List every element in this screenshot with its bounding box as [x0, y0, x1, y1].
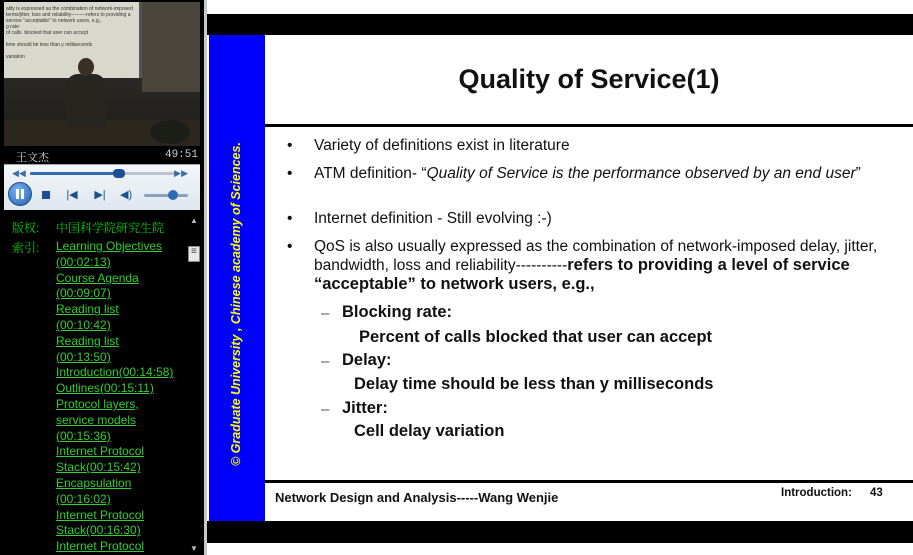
presenter-name: 王文杰	[16, 152, 49, 164]
volume-thumb[interactable]	[168, 190, 178, 200]
index-entry[interactable]: Stack(00:15:42)	[56, 460, 141, 475]
stop-icon	[42, 191, 50, 199]
lecture-video[interactable]	[4, 2, 200, 146]
player-controls	[4, 164, 200, 210]
slide-top-bar	[207, 14, 913, 35]
sub-item-jitter: Jitter:	[342, 399, 388, 417]
bullet-2	[314, 165, 894, 183]
video-blackboard: ality is expressed as the combination of network-imposed terms/jitter, loss and reliability---------refers to providing a service "acceptable" to network users, e.g., g rate: of calls blocked that user can accept time should be less than y milliseconds variation	[4, 2, 142, 78]
copyright-label: 版权:	[12, 221, 40, 235]
slide-side-text: © Graduate University , Chinese academy of Sciences.	[229, 142, 243, 466]
sub-item-delay-detail: Delay time should be less than y milliseconds	[354, 375, 714, 393]
bullet-4	[314, 238, 894, 294]
sub-item-delay: Delay:	[342, 351, 392, 369]
index-entry[interactable]: (00:02:13)	[56, 254, 111, 269]
pause-button[interactable]	[8, 182, 32, 206]
dash-icon: –	[321, 353, 330, 370]
index-entry[interactable]: Internet Protocol	[56, 539, 145, 554]
fast-forward-icon[interactable]: ▶▶	[174, 168, 188, 178]
index-entry[interactable]: Internet Protocol	[56, 507, 145, 522]
volume-slider[interactable]	[144, 194, 188, 197]
lecturer-head	[78, 58, 94, 76]
index-entry[interactable]: Encapsulation	[56, 475, 132, 490]
volume-button[interactable]	[120, 189, 132, 201]
next-track-icon: ▶|	[94, 189, 106, 201]
index-label: 索引:	[12, 241, 40, 255]
index-entry[interactable]: (00:15:36)	[56, 428, 111, 443]
speaker-icon: ◀)	[120, 189, 133, 201]
index-entry[interactable]: (00:10:42)	[56, 317, 111, 332]
index-entry[interactable]: Protocol layers,	[56, 396, 139, 411]
index-entry[interactable]: service models	[56, 412, 137, 427]
bullet-icon: •	[287, 238, 293, 255]
dash-icon: –	[321, 401, 330, 418]
index-list	[56, 239, 182, 555]
scroll-thumb[interactable]	[188, 246, 200, 262]
sub-item-blocking-detail: Percent of calls blocked that user can accept	[359, 328, 713, 346]
next-track-button[interactable]	[94, 189, 106, 201]
bullet-4-bold: refers to providing a level of service “acceptable” to network users, e.g.,	[314, 256, 850, 293]
index-entry[interactable]: Internet Protocol	[56, 444, 145, 459]
bullet-2-quote: Quality of Service is the performance observed by an end user	[426, 165, 856, 182]
bullet-1: Variety of definitions exist in literature	[314, 137, 570, 154]
index-entry[interactable]: Outlines(00:15:11)	[56, 381, 154, 396]
seek-thumb[interactable]	[113, 169, 125, 178]
bullet-4-plain: QoS is also usually expressed as the combination of network-imposed delay, jitter, bandwidth, loss and reliability----------	[314, 238, 878, 274]
index-entry[interactable]: Reading list	[56, 302, 119, 317]
slide-bottom-bar	[207, 521, 913, 543]
index-entry[interactable]: (00:09:07)	[56, 286, 111, 301]
index-entry[interactable]: Stack(00:16:30)	[56, 523, 141, 538]
scroll-down-icon[interactable]: ▼	[190, 544, 198, 553]
slide-area	[207, 0, 913, 555]
slide-page-number: 43	[870, 487, 883, 499]
index-panel	[4, 212, 200, 555]
index-entry[interactable]: (00:16:02)	[56, 491, 111, 506]
seek-progress	[30, 172, 119, 175]
slide-footer-course: Network Design and Analysis-----Wang Wenjie	[275, 490, 559, 505]
stop-button[interactable]	[40, 189, 52, 201]
sub-item-blocking-rate: Blocking rate:	[342, 303, 453, 321]
previous-track-button[interactable]	[66, 189, 78, 201]
index-entry[interactable]: Introduction(00:14:58)	[56, 365, 174, 380]
title-rule	[265, 124, 913, 127]
rewind-icon[interactable]: ◀◀	[12, 168, 26, 178]
seek-bar[interactable]	[30, 172, 178, 175]
footer-rule	[265, 480, 913, 483]
video-caption-bar	[4, 146, 200, 164]
index-entry[interactable]: Learning Objectives	[56, 239, 163, 253]
player-panel	[0, 0, 204, 555]
lecturer-figure	[66, 74, 106, 126]
bullet-icon: •	[287, 165, 293, 182]
bullet-3: Internet definition - Still evolving :-)	[314, 210, 552, 227]
scroll-up-icon[interactable]: ▲	[190, 216, 198, 225]
bullet-icon: •	[287, 137, 293, 154]
dash-icon: –	[321, 305, 330, 322]
slide-footer-section: Introduction:	[781, 487, 852, 499]
bullet-2-suffix: ”	[855, 165, 861, 182]
video-wall	[142, 2, 200, 92]
index-entry[interactable]: (00:13:50)	[56, 349, 111, 364]
bullet-2-prefix: ATM definition- “	[314, 165, 427, 182]
index-entry[interactable]: Reading list	[56, 333, 119, 348]
sub-item-jitter-detail: Cell delay variation	[354, 422, 505, 440]
index-entry[interactable]: Course Agenda	[56, 270, 139, 285]
bullet-icon: •	[287, 210, 293, 227]
video-plant	[150, 120, 190, 144]
previous-track-icon: |◀	[66, 189, 78, 201]
index-scrollbar[interactable]	[188, 212, 200, 555]
elapsed-time: 49:51	[164, 149, 198, 161]
slide-title: Quality of Service(1)	[458, 64, 720, 94]
copyright-value: 中国科学院研究生院	[56, 221, 165, 235]
